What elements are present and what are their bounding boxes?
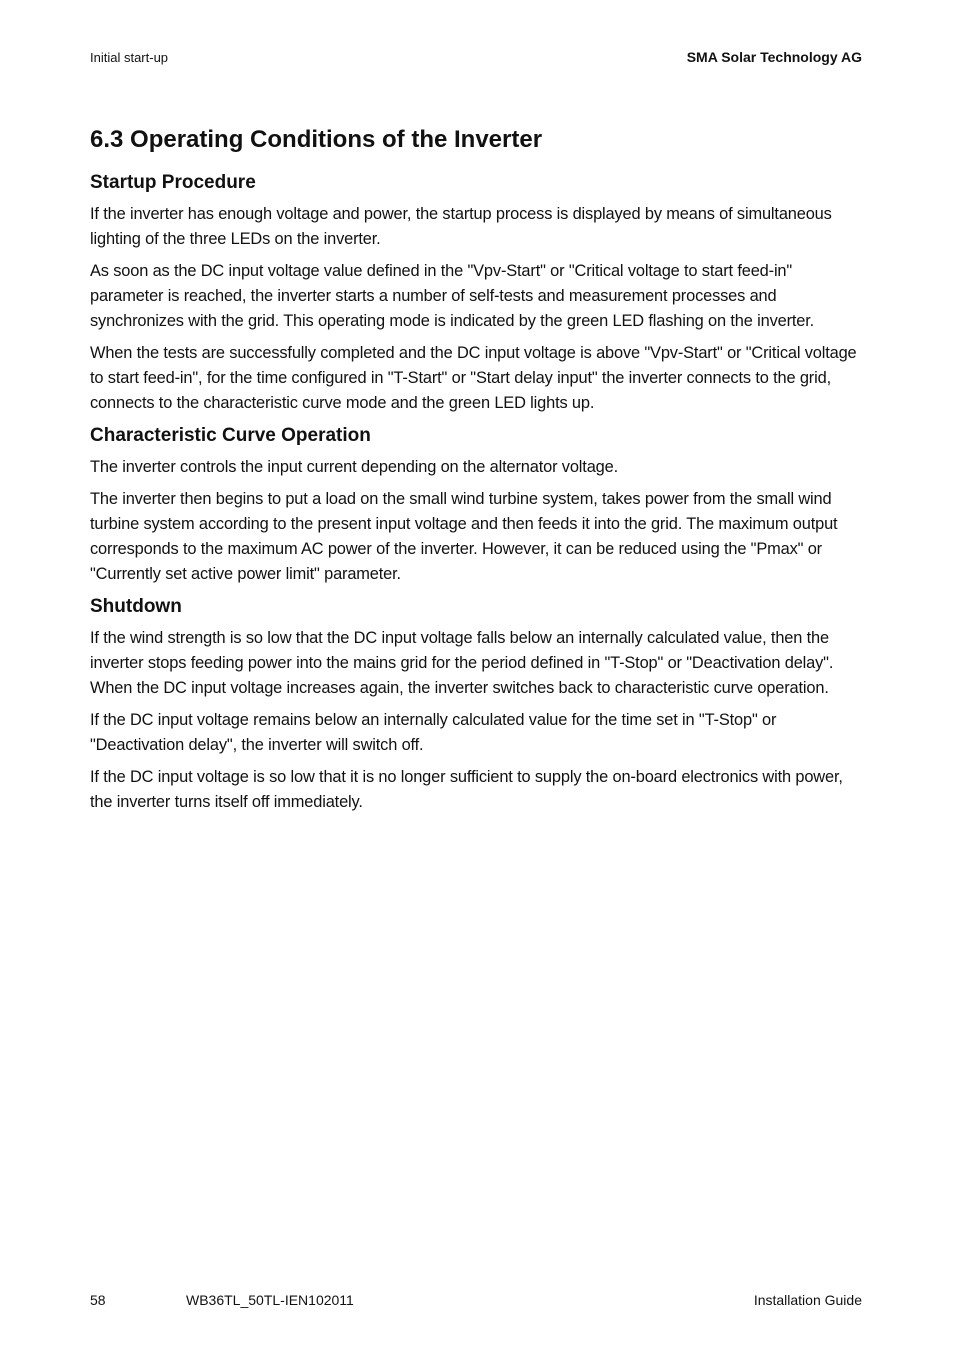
paragraph: As soon as the DC input voltage value defined in the "Vpv-Start" or "Critical voltage to start feed-in" parameter is reached, the inverter starts a number of self-tests and measurement processes and synchronizes with the grid. This operating mode is indicated by the green LED flashing on the inverter. <box>90 262 815 330</box>
running-header-company: SMA Solar Technology AG <box>686 49 862 65</box>
footer-document-id: WB36TL_50TL-IEN102011 <box>186 1292 354 1308</box>
section-title: 6.3 Operating Conditions of the Inverter <box>90 126 543 153</box>
paragraph: The inverter then begins to put a load on the small wind turbine system, takes power from the small wind turbine system according to the present input voltage and then feeds it into the grid. The maximum output corresponds to the maximum AC power of the inverter. However, it can be reduced using the "Pmax" or "Currently set active power limit" parameter. <box>90 490 838 583</box>
paragraph: If the DC input voltage is so low that it is no longer sufficient to supply the on-board electronics with power, the inverter turns itself off immediately. <box>90 768 843 811</box>
footer-document-type: Installation Guide <box>753 1292 862 1308</box>
section-characteristic-curve-operation <box>90 423 866 587</box>
footer-page-number: 58 <box>90 1292 106 1308</box>
section-startup-procedure <box>90 170 866 416</box>
paragraph: If the inverter has enough voltage and power, the startup process is displayed by means of simultaneous lighting of the three LEDs on the inverter. <box>90 205 832 248</box>
subsection-heading: Characteristic Curve Operation <box>90 425 371 446</box>
paragraph: The inverter controls the input current depending on the alternator voltage. <box>90 458 619 476</box>
section-shutdown <box>90 594 866 815</box>
paragraph: If the wind strength is so low that the DC input voltage falls below an internally calculated value, then the inverter stops feeding power into the mains grid for the period defined in "T-Stop" or "Deactivation delay". When the DC input voltage increases again, the inverter switches back to characteristic curve operation. <box>90 629 834 697</box>
subsection-heading: Startup Procedure <box>90 172 256 193</box>
paragraph: When the tests are successfully completed and the DC input voltage is above "Vpv-Start" or "Critical voltage to start feed-in", for the time configured in "T-Start" or "Start delay input" the inverter connects to the grid, connects to the characteristic curve mode and the green LED lights up. <box>90 344 857 412</box>
page-content <box>90 122 866 822</box>
running-header-section: Initial start-up <box>90 50 169 65</box>
paragraph: If the DC input voltage remains below an internally calculated value for the time set in "T-Stop" or "Deactivation delay", the inverter will switch off. <box>90 711 777 754</box>
subsection-heading: Shutdown <box>90 596 182 617</box>
